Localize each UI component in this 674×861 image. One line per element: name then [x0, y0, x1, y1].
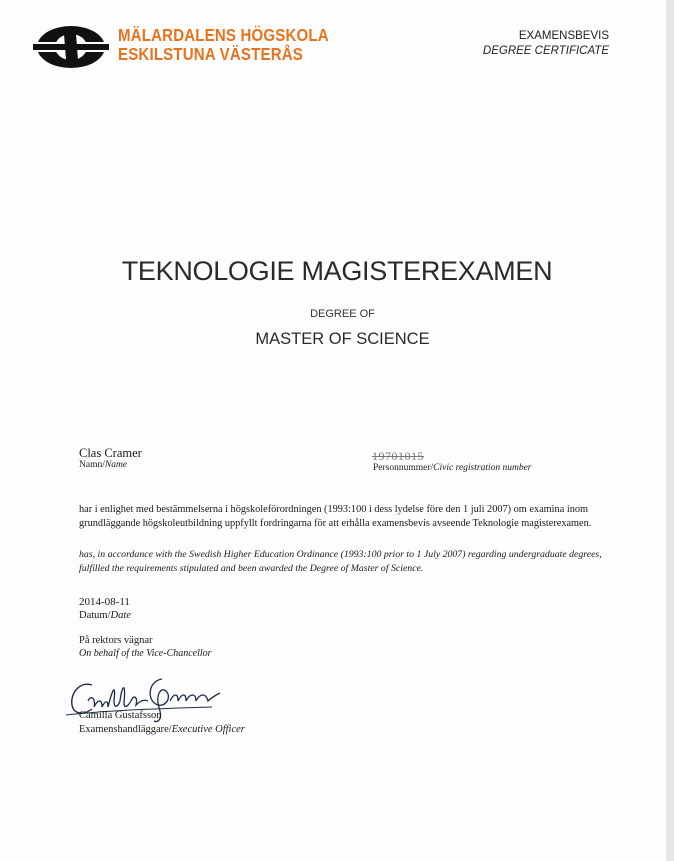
date-label-en: Date: [110, 610, 131, 621]
signatory-title: Examenshandläggare/Executive Officer: [79, 724, 245, 735]
scan-edge: [666, 0, 674, 861]
signatory-name: Camilla Gustafsson: [79, 710, 162, 721]
issue-date: 2014-08-11: [79, 596, 130, 608]
university-logo-icon: [31, 20, 111, 74]
civic-label-en: Civic registration number: [433, 463, 532, 473]
name-label-sv: Namn: [79, 460, 103, 470]
behalf-en: On behalf of the Vice-Chancellor: [79, 648, 212, 659]
statement-sv: har i enlighet med bestämmelserna i högskoleförordningen (1993:100 i dess lydelse före den 1 juli 2007) om examina inom grundläggande högskoleutbildning uppfyllt fordringarna för att erhålla examensbevis avseende Teknologie magisterexamen.: [79, 504, 592, 529]
university-name-line1: MÄLARDALENS HÖGSKOLA: [118, 25, 329, 45]
name-label: Namn/Name: [79, 460, 128, 470]
document-type: [483, 29, 609, 59]
university-name: [118, 26, 329, 64]
name-label-en: Name: [104, 460, 128, 470]
behalf-sv: På rektors vägnar: [79, 635, 153, 646]
university-name-line2: ESKILSTUNA VÄSTERÅS: [118, 44, 304, 64]
date-label: Datum/Date: [79, 610, 131, 621]
signatory-title-en: Executive Officer: [171, 724, 245, 735]
document-type-en: DEGREE CERTIFICATE: [482, 45, 609, 57]
degree-title-sv: TEKNOLOGIE MAGISTEREXAMEN: [121, 256, 553, 286]
date-label-sv: Datum: [79, 610, 108, 621]
degree-title-en: MASTER OF SCIENCE: [255, 330, 430, 348]
signatory-title-sv: Examenshandläggare: [79, 724, 169, 735]
document-type-sv: EXAMENSBEVIS: [518, 30, 609, 42]
degree-of-label: DEGREE OF: [310, 308, 375, 320]
holder-name: Clas Cramer: [79, 446, 142, 460]
statement-en: has, in accordance with the Swedish Higher Education Ordinance (1993:100 prior to 1 July 2007) regarding undergraduate degrees, fulfilled the requirements stipulated and been awarded the Degree of Master of Science.: [79, 549, 602, 574]
civic-registration-number: 19701015: [372, 449, 424, 463]
civic-label-sv: Personnummer: [373, 463, 431, 473]
civic-label: Personnummer/Civic registration number: [373, 463, 532, 473]
